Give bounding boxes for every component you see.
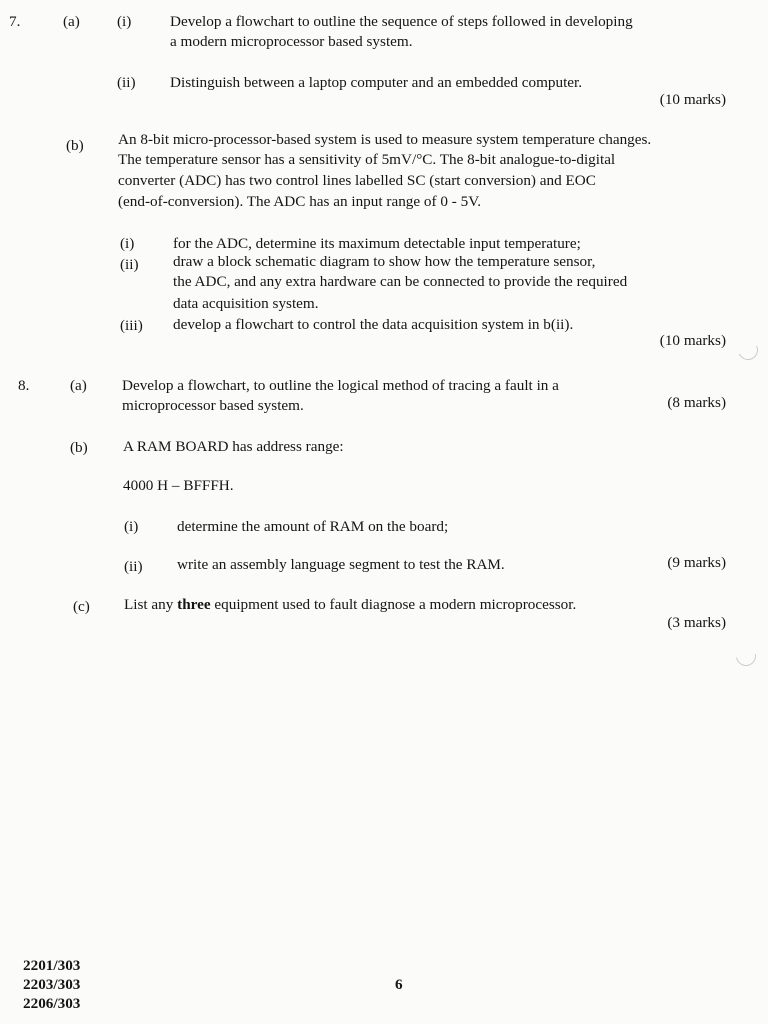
q7b-line-1: An 8-bit micro-processor-based system is used to measure system temperature changes. xyxy=(118,131,652,148)
q8b-ii-label: (ii) xyxy=(124,558,143,575)
q8a-label: (a) xyxy=(70,377,87,394)
q8c-text-after: equipment used to fault diagnose a modern microprocessor. xyxy=(210,596,577,613)
q7a-label: (a) xyxy=(63,13,80,30)
q8b-address-range: 4000 H – BFFFH. xyxy=(123,477,234,494)
scan-ring-mark xyxy=(735,337,761,363)
q7b-i-label: (i) xyxy=(120,235,135,252)
q7a-marks: (10 marks) xyxy=(659,91,726,108)
q7a-ii-label: (ii) xyxy=(117,74,136,91)
q8b-i-label: (i) xyxy=(124,518,139,535)
q7b-label: (b) xyxy=(66,137,84,154)
q7b-marks: (10 marks) xyxy=(659,332,726,349)
q8a-line-2: microprocessor based system. xyxy=(122,397,304,414)
paper-code: 2203/303 xyxy=(23,976,81,993)
paper-codes xyxy=(23,956,80,1013)
q7b-iii-text: develop a flowchart to control the data acquisition system in b(ii). xyxy=(173,316,574,333)
paper-code: 2201/303 xyxy=(23,957,81,974)
q7b-ii-label: (ii) xyxy=(120,256,139,273)
q7b-ii-line-1: draw a block schematic diagram to show how the temperature sensor, xyxy=(173,253,596,270)
q7b-ii-line-2: the ADC, and any extra hardware can be connected to provide the required xyxy=(173,273,628,290)
q8b-ii-text: write an assembly language segment to test the RAM. xyxy=(177,556,505,573)
q8c-text-bold: three xyxy=(177,596,211,613)
q7a-i-label: (i) xyxy=(117,13,132,30)
q7b-line-2: The temperature sensor has a sensitivity of 5mV/°C. The 8-bit analogue-to-digital xyxy=(118,151,616,168)
question-7-number: 7. xyxy=(9,13,21,30)
q8c-text-before: List any xyxy=(124,596,178,613)
question-8-number: 8. xyxy=(18,377,30,394)
q8b-i-text: determine the amount of RAM on the board; xyxy=(177,518,449,535)
paper-code: 2206/303 xyxy=(23,995,81,1012)
q8c-marks: (3 marks) xyxy=(667,614,726,631)
scan-ring-mark xyxy=(732,642,760,670)
q8b-line-1: A RAM BOARD has address range: xyxy=(123,438,344,455)
page-number: 6 xyxy=(395,976,403,993)
q7a-i-line-2: a modern microprocessor based system. xyxy=(170,33,413,50)
q7a-i-line-1: Develop a flowchart to outline the sequence of steps followed in developing xyxy=(170,13,633,30)
q7b-line-4: (end-of-conversion). The ADC has an input range of 0 - 5V. xyxy=(118,193,482,210)
q8c-text xyxy=(124,595,576,614)
q7b-line-3: converter (ADC) has two control lines labelled SC (start conversion) and EOC xyxy=(118,172,596,189)
q8b-label: (b) xyxy=(70,439,88,456)
q7b-ii-line-3: data acquisition system. xyxy=(173,295,319,312)
q8a-line-1: Develop a flowchart, to outline the logical method of tracing a fault in a xyxy=(122,377,559,394)
q8c-label: (c) xyxy=(73,598,90,615)
q7b-iii-label: (iii) xyxy=(120,317,143,334)
q7a-ii-text: Distinguish between a laptop computer and an embedded computer. xyxy=(170,74,583,91)
q7b-i-text: for the ADC, determine its maximum detectable input temperature; xyxy=(173,235,581,252)
q8a-marks: (8 marks) xyxy=(667,394,726,411)
q8b-marks: (9 marks) xyxy=(667,554,726,571)
